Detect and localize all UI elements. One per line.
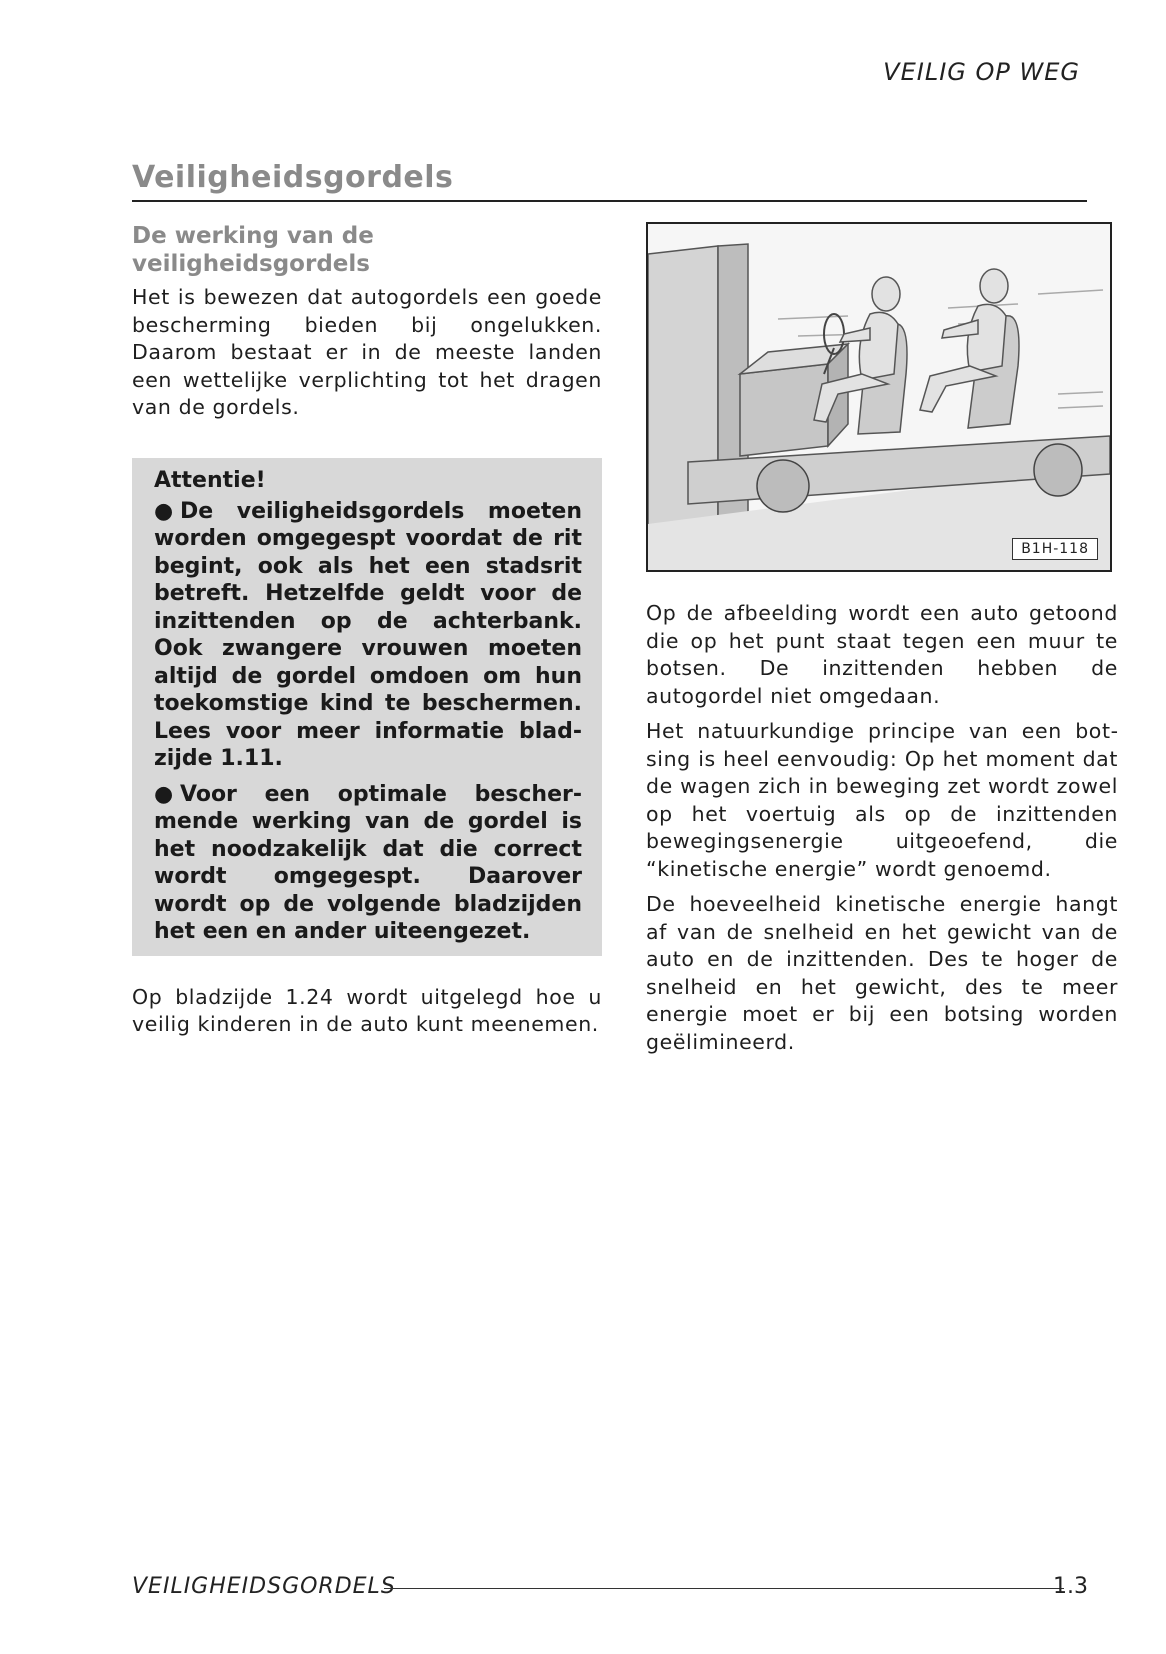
section-title: Veiligheidsgordels	[132, 160, 454, 195]
attention-item: ● De veiligheidsgordels moeten worden omgegespt voordat de rit begint, ook als het een stadsrit betreft. Hetzelfde geldt voor de inzittenden op de achterbank. Ook zwangere vrouwen moeten altijd de gordel omdoen om hun toekomstige kind te beschermen. Lees voor meer informatie bladzijde 1.11.	[154, 498, 582, 771]
figure-code: B1H-118	[1012, 538, 1098, 560]
footer-label: VEILIGHEIDSGORDELS	[132, 1574, 396, 1599]
running-header: VEILIG OP WEG	[883, 58, 1080, 86]
page-number: 1.3	[1053, 1574, 1088, 1599]
title-divider	[132, 200, 1087, 202]
attention-item: ● Voor een optimale beschermende werking van de gordel is het noodzakelijk dat die correct wordt omgegespt. Daarover wordt op de volgende bladzijden het een en ander uiteengezet.	[154, 781, 582, 944]
right-paragraph: De hoeveelheid kinetische energie hangt af van de snelheid en het gewicht van de auto en de inzittenden. Des te hoger de snelheid en het gewicht, des te meer energie moet er bij een botsing worden geëlimineerd.	[646, 892, 1118, 1054]
left-column	[132, 222, 602, 1039]
bullet-icon: ●	[154, 498, 174, 524]
crash-illustration-drawing	[648, 224, 1110, 570]
attention-box	[132, 458, 602, 956]
attention-title: Attentie!	[154, 467, 266, 493]
child-seat-note: Op bladzijde 1.24 wordt uitgelegd hoe u veilig kinderen in de auto kunt meenemen.	[132, 984, 602, 1036]
right-paragraph: Het natuurkundige principe van een botsing is heel eenvoudig: Op het moment dat de wagen zich in beweging zet wordt zowel op het voertuig als op de inzittenden bewegingsenergie uitgeoefend, die “kinetische energie” wordt genoemd.	[646, 719, 1118, 881]
bullet-icon: ●	[154, 781, 174, 807]
right-paragraph: Op de afbeelding wordt een auto getoond die op het punt staat tegen een muur te botsen. De inzittenden hebben de autogordel niet omgedaan.	[646, 601, 1118, 708]
subheading: De werking van de veiligheidsgordels	[132, 223, 374, 277]
footer-divider	[384, 1588, 1064, 1589]
right-column	[646, 600, 1118, 1056]
crash-test-illustration	[646, 222, 1112, 572]
intro-paragraph: Het is bewezen dat autogordels een goede bescherming bieden bij ongelukken. Daarom bestaat er in de meeste landen een wettelijke verplichting tot het dragen van de gordels.	[132, 285, 602, 419]
